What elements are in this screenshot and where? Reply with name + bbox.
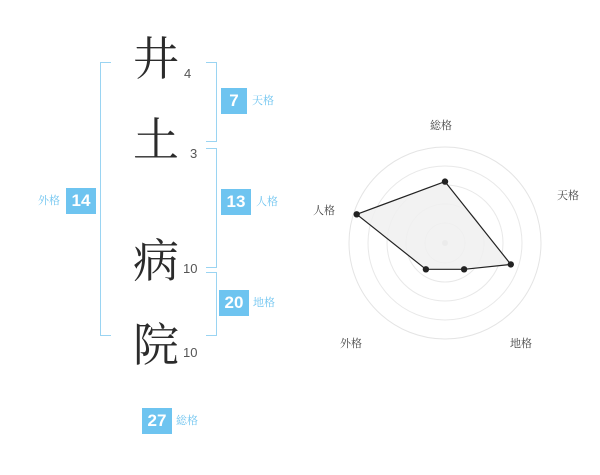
radar-axis-label-jinkaku: 人格 — [313, 205, 335, 217]
tenkaku-value: 7 — [221, 88, 247, 114]
radar-axis-label-chikaku: 地格 — [510, 338, 532, 350]
chikaku-value: 20 — [219, 290, 249, 316]
radar-chart — [300, 0, 600, 470]
radar-point-tenkaku — [508, 261, 514, 267]
name-panel — [0, 0, 300, 470]
kanji-char-2: 土 — [133, 113, 179, 167]
kanji-char-3: 病 — [133, 234, 179, 288]
kanji-strokes-3: 10 — [183, 261, 198, 276]
kanji-char-1: 井 — [133, 32, 179, 86]
chikaku-label: 地格 — [253, 297, 275, 309]
radar-point-soukaku — [442, 178, 448, 184]
radar-polygon — [357, 182, 511, 270]
chikaku-bracket — [206, 272, 217, 336]
jinkaku-bracket — [206, 148, 217, 268]
radar-point-chikaku — [461, 266, 467, 272]
jinkaku-value: 13 — [221, 189, 251, 215]
tenkaku-bracket — [206, 62, 217, 142]
radar-axis-label-tenkaku: 天格 — [557, 190, 579, 202]
radar-axis-label-soukaku: 総格 — [430, 120, 452, 132]
kanji-strokes-1: 4 — [184, 66, 192, 81]
tenkaku-label: 天格 — [252, 95, 274, 107]
soukaku-label: 総格 — [176, 415, 198, 427]
kanji-strokes-4: 10 — [183, 345, 198, 360]
soukaku-value: 27 — [142, 408, 172, 434]
radar-point-gaikaku — [423, 266, 429, 272]
radar-series — [354, 178, 515, 272]
gaikaku-bracket — [100, 62, 111, 336]
jinkaku-label: 人格 — [256, 196, 278, 208]
radar-point-jinkaku — [354, 211, 360, 217]
gaikaku-value: 14 — [66, 188, 96, 214]
gaikaku-label: 外格 — [38, 195, 60, 207]
kanji-char-4: 院 — [133, 318, 179, 372]
kanji-strokes-2: 3 — [190, 146, 198, 161]
radar-chart-svg — [300, 0, 600, 470]
radar-axis-label-gaikaku: 外格 — [340, 338, 362, 350]
